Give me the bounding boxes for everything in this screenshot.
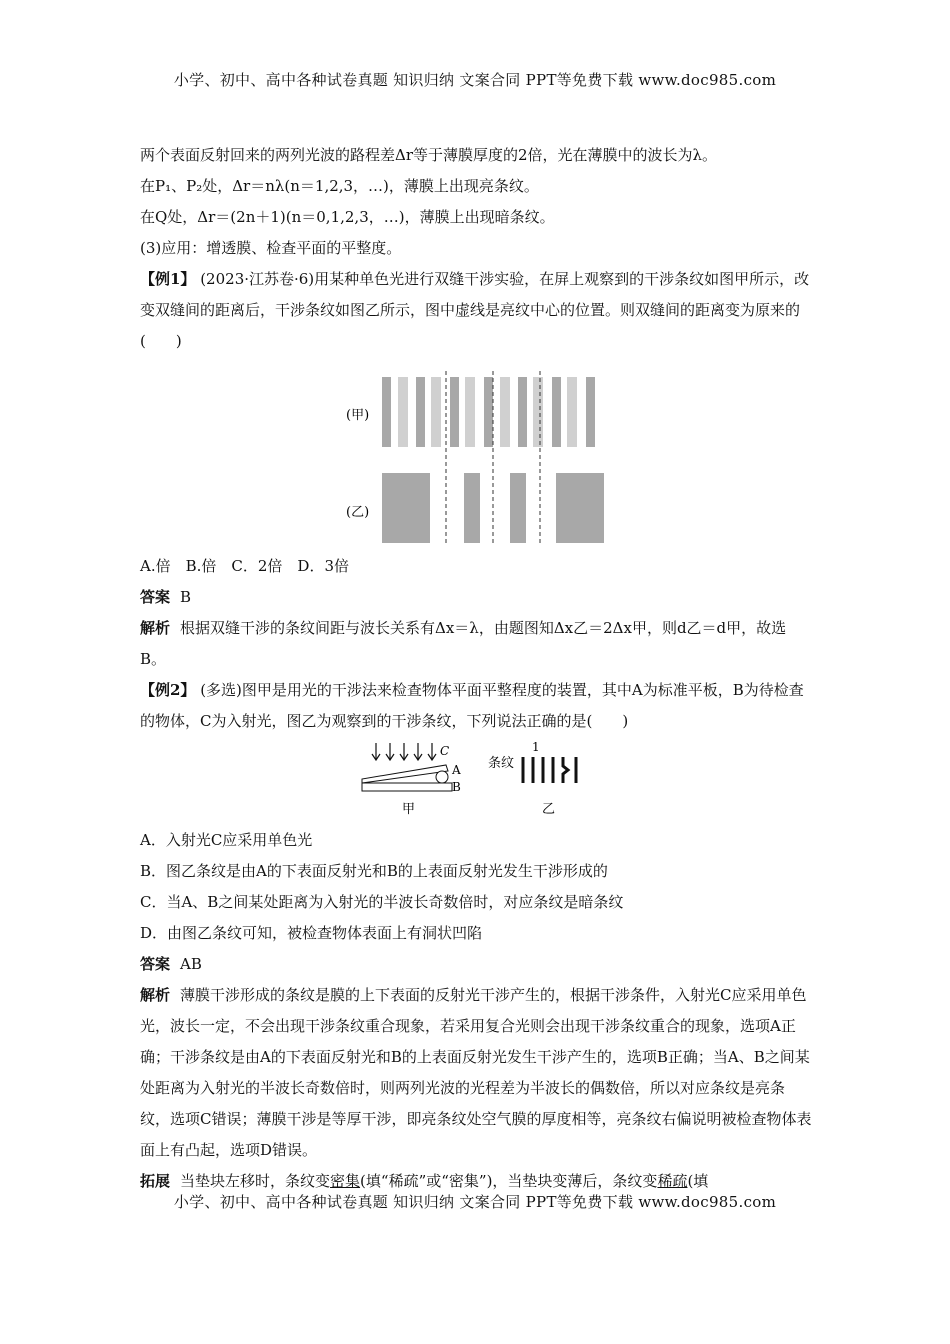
analysis-text: 根据双缝干涉的条纹间距与波长关系有Δx＝λ，由题图知Δx乙＝2Δx甲，则d乙＝d甲，故选B。 [140,619,787,668]
example1-tag: 【例1】 [140,270,196,288]
option-d: D．由图乙条纹可知，被检查物体表面上有洞状凹陷 [140,924,483,942]
answer-value: AB [180,955,202,973]
intro-line-2: 在P₁、P₂处，Δr＝nλ(n＝1,2,3，…)，薄膜上出现亮条纹。 [140,177,539,195]
caption-yi: 乙 [542,802,556,817]
example2-question [140,675,812,737]
main-content [140,140,812,1197]
spacer-block [436,771,448,783]
intro-line-4: (3)应用：增透膜、检查平面的平整度。 [140,239,402,257]
analysis-text: 薄膜干涉形成的条纹是膜的上下表面的反射光干涉产生的，根据干涉条件，入射光C应采用单色光，波长一定，不会出现干涉条纹重合现象，若采用复合光则会出现干涉条纹重合的现象，选项A正确；干涉条纹是由A的下表面反射光和B的上表面反射光发生干涉产生的，选项B正确；当A、B之间某处距离为入射光的半波长奇数倍时，则两列光波的光程差为半波长的偶数倍，所以对应条纹是亮条纹，选项C错误；薄膜干涉是等厚干涉，即亮条纹处空气膜的厚度相等，亮条纹右偏说明被检查物体表面上有凸起，选项D错误。 [140,986,812,1159]
page-footer: 小学、初中、高中各种试卷真题 知识归纳 文案合同 PPT等免费下载 www.doc985.com [173,1193,777,1211]
example1-answer [140,582,812,613]
analysis-label: 解析 [140,619,171,637]
example1-options: A.倍 B.倍 C．2倍 D．3倍 [140,557,349,575]
extension-blank-2: 稀疏 [657,1172,688,1190]
stripe-label: 条纹 [488,756,515,771]
page-header: 小学、初中、高中各种试卷真题 知识归纳 文案合同 PPT等免费下载 www.doc985.com [173,71,777,89]
extension-blank-1: 密集 [330,1172,361,1190]
extension-part2: (填“稀疏”或“密集”)，当垫块变薄后，条纹变 [360,1172,658,1190]
answer-label: 答案 [140,588,171,606]
example1-text: (2023·江苏卷·6)用某种单色光进行双缝干涉实验，在屏上观察到的干涉条纹如图甲所示，改变双缝间的距离后，干涉条纹如图乙所示，图中虚线是亮纹中心的位置。则双缝间的距离变为原来的( ) [140,270,810,350]
stripe-number: 1 [532,740,540,754]
incident-light-arrows [372,743,436,760]
standard-plate-a [362,765,448,783]
option-c: C．当A、B之间某处距离为入射光的半波长奇数倍时，对应条纹是暗条纹 [140,893,624,911]
option-a: A．入射光C应采用单色光 [140,831,313,849]
label-c: C [440,744,450,758]
example1-analysis [140,613,812,675]
extension-label: 拓展 [140,1172,171,1190]
example1-figure [140,361,812,543]
fig-label-yi: (乙) [346,505,370,520]
example2-analysis [140,980,812,1166]
intro-line-1: 两个表面反射回来的两列光波的路程差Δr等于薄膜厚度的2倍，光在薄膜中的波长为λ。 [140,146,718,164]
option-b: B．图乙条纹是由A的下表面反射光和B的上表面反射光发生干涉形成的 [140,862,608,880]
example2-figure [140,737,812,821]
caption-jia: 甲 [402,802,416,817]
extension-part1: 当垫块左移时，条纹变 [180,1172,331,1190]
extension-part3: (填 [687,1172,709,1190]
object-b [362,783,452,791]
interference-fringes-figure [140,361,812,543]
answer-label: 答案 [140,955,171,973]
answer-value: B [180,588,192,606]
wedge-interference-figure [140,737,812,821]
example1-question [140,264,812,357]
example2-tag: 【例2】 [140,681,196,699]
example2-text: (多选)图甲是用光的干涉法来检查物体平面平整程度的装置，其中A为标准平板，B为待检查的物体，C为入射光，图乙为观察到的干涉条纹，下列说法正确的是( ) [140,681,804,730]
fig-label-jia: (甲) [346,408,370,423]
label-b: B [452,780,461,794]
observed-stripes [523,757,576,783]
label-a: A [452,763,461,777]
intro-line-3: 在Q处，Δr＝(2n＋1)(n＝0,1,2,3，…)，薄膜上出现暗条纹。 [140,208,555,226]
example2-answer [140,949,812,980]
analysis-label: 解析 [140,986,171,1004]
